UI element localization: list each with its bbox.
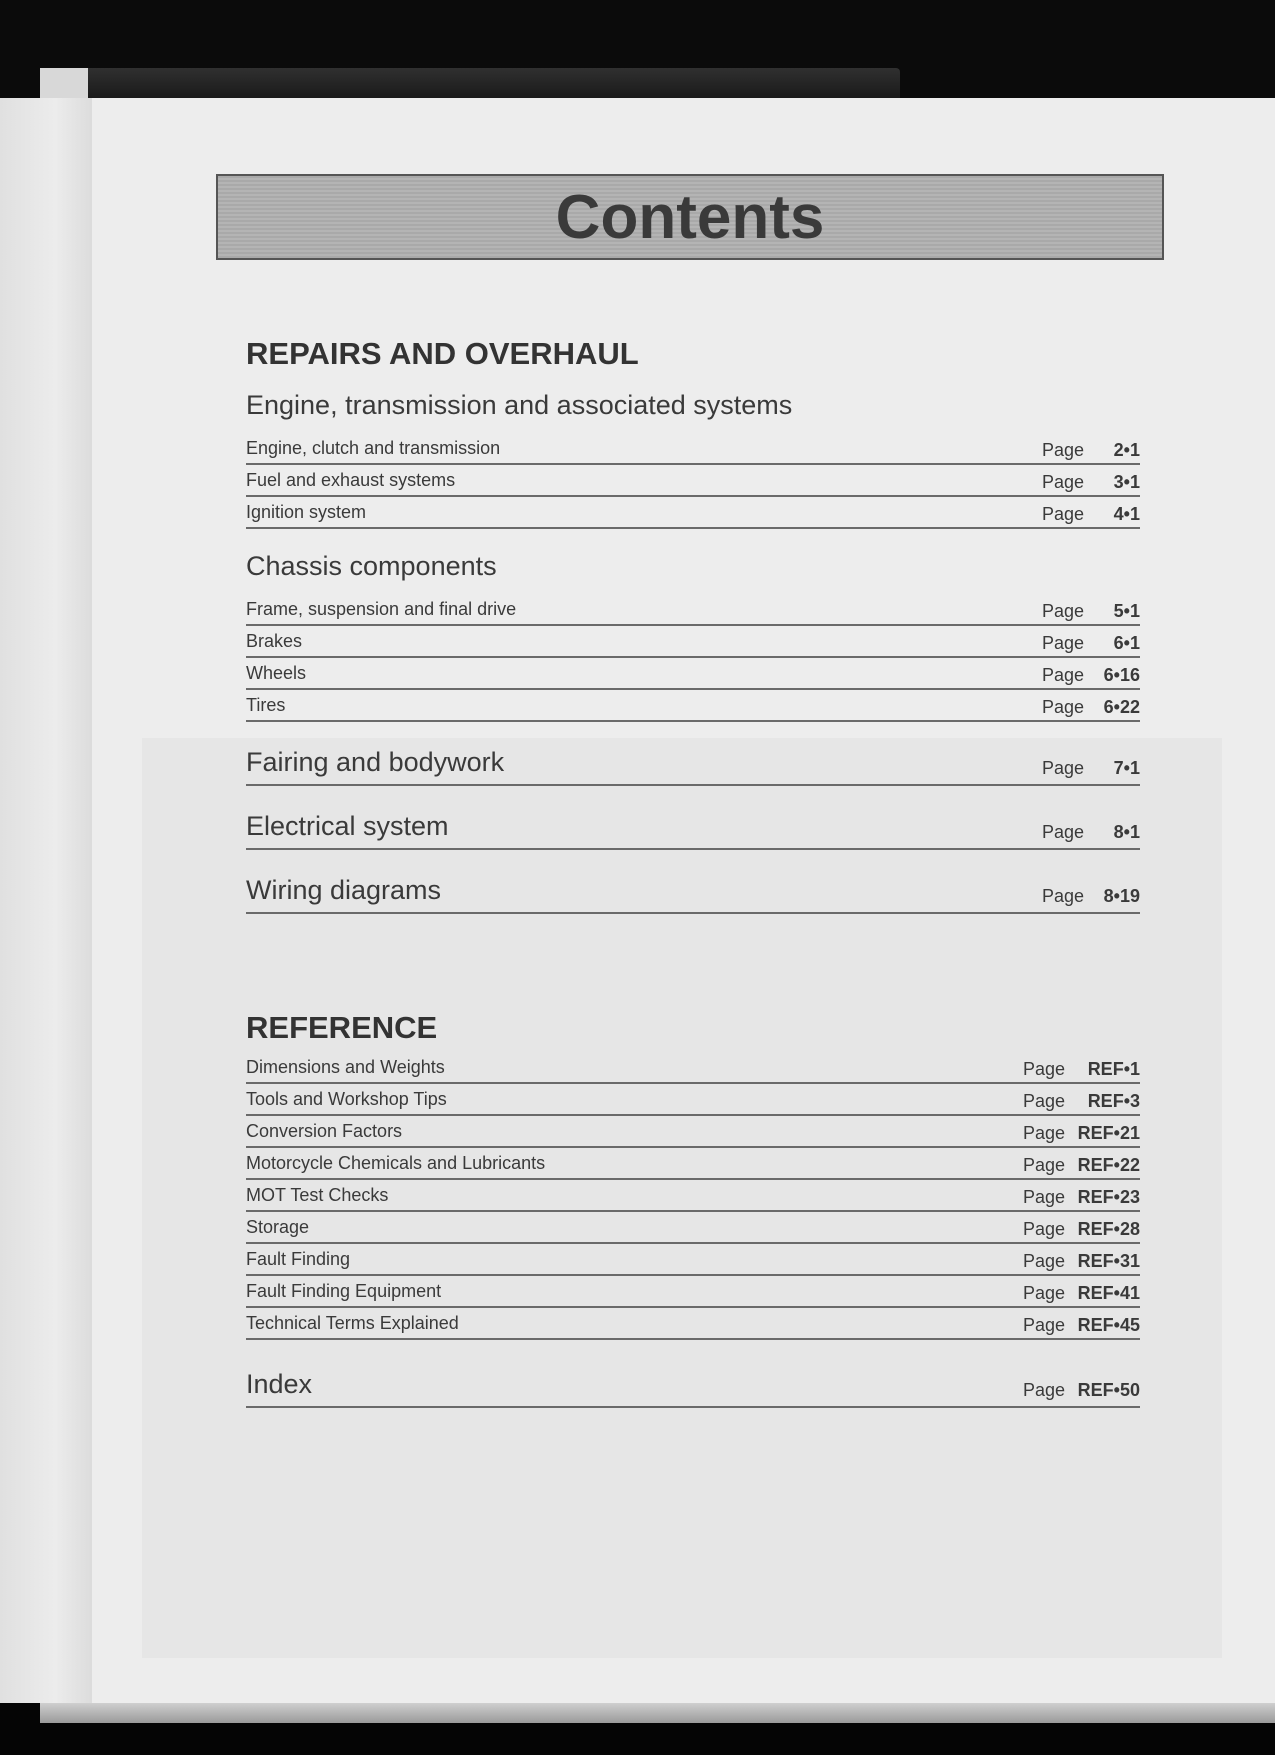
toc-row-page-number: 8•19 — [1103, 886, 1140, 906]
toc-row[interactable] — [246, 1244, 1140, 1276]
contents-banner — [216, 174, 1164, 260]
toc-row-page-number: REF•3 — [1087, 1091, 1140, 1111]
toc-row-page-word: Page — [1041, 504, 1084, 524]
toc-row[interactable] — [246, 1052, 1140, 1084]
toc-major-label: Electrical system — [246, 811, 449, 841]
toc-row-page-number: 6•16 — [1103, 665, 1140, 685]
toc-row-page-number: REF•45 — [1077, 1315, 1140, 1335]
toc-row-page-word: Page — [1022, 1059, 1065, 1079]
book-spine-highlight — [40, 68, 88, 98]
toc-row-label: Dimensions and Weights — [246, 1057, 445, 1077]
toc-row-page-number: REF•23 — [1077, 1187, 1140, 1207]
toc-row-page-word: Page — [1041, 472, 1084, 492]
toc-row-label: Storage — [246, 1217, 310, 1237]
toc-row-label: Frame, suspension and final drive — [246, 599, 517, 619]
toc-row[interactable] — [246, 1148, 1140, 1180]
toc-row-label: Fault Finding — [246, 1249, 351, 1269]
toc-index-label: Index — [246, 1369, 313, 1399]
toc-row-label: Technical Terms Explained — [246, 1313, 459, 1333]
left-page-edge — [0, 98, 92, 1703]
book-spine — [40, 68, 900, 98]
toc-row-page-number: REF•22 — [1077, 1155, 1140, 1175]
toc-row-label: Wheels — [246, 663, 307, 683]
toc-row-page-number: 2•1 — [1113, 440, 1140, 460]
toc-row-page-number: REF•50 — [1077, 1380, 1140, 1400]
toc-row-page-number: 4•1 — [1113, 504, 1140, 524]
toc-row-page-word: Page — [1041, 633, 1084, 653]
toc-row-page-word: Page — [1022, 1091, 1065, 1111]
book-bottom-edge — [0, 1703, 1275, 1755]
toc-row-page-word: Page — [1041, 697, 1084, 717]
toc-row[interactable] — [246, 690, 1140, 722]
toc-row-page-number: REF•28 — [1077, 1219, 1140, 1239]
contents-title: Contents — [555, 182, 825, 252]
toc-major-row[interactable] — [246, 722, 1140, 786]
toc-index-row[interactable] — [246, 1340, 1140, 1408]
toc-row-label: Engine, clutch and transmission — [246, 438, 501, 458]
toc-major-label: Fairing and bodywork — [246, 747, 505, 777]
reference-section — [246, 1010, 1140, 1408]
toc-major-label: Wiring diagrams — [246, 875, 442, 905]
reference-list — [246, 1052, 1140, 1340]
toc-row[interactable] — [246, 1212, 1140, 1244]
chassis-list — [246, 594, 1140, 722]
toc-row[interactable] — [246, 594, 1140, 626]
toc-row-page-number: REF•21 — [1077, 1123, 1140, 1143]
toc-row-page-word: Page — [1022, 1219, 1065, 1239]
toc-row-page-number: REF•41 — [1077, 1283, 1140, 1303]
toc-row-label: Fault Finding Equipment — [246, 1281, 442, 1301]
toc-row-page-number: 5•1 — [1113, 601, 1140, 621]
toc-row-label: Tools and Workshop Tips — [246, 1089, 447, 1109]
toc — [246, 336, 1140, 1408]
toc-row[interactable] — [246, 1084, 1140, 1116]
toc-row-page-number: 6•22 — [1103, 697, 1140, 717]
toc-row[interactable] — [246, 1276, 1140, 1308]
toc-row-page-number: 6•1 — [1113, 633, 1140, 653]
page-bottom-edge — [40, 1703, 1275, 1723]
major-sections — [246, 722, 1140, 914]
toc-row-page-word: Page — [1022, 1315, 1065, 1335]
toc-row[interactable] — [246, 626, 1140, 658]
toc-row[interactable] — [246, 1308, 1140, 1340]
toc-row[interactable] — [246, 465, 1140, 497]
toc-row-page-word: Page — [1041, 665, 1084, 685]
toc-row-page-word: Page — [1022, 1123, 1065, 1143]
book-top-edge — [0, 0, 1275, 98]
toc-row-page-word: Page — [1022, 1187, 1065, 1207]
toc-row-page-number: REF•31 — [1077, 1251, 1140, 1271]
engine-list — [246, 433, 1140, 529]
toc-row-label: Conversion Factors — [246, 1121, 403, 1141]
toc-row-page-word: Page — [1022, 1155, 1065, 1175]
toc-row-page-word: Page — [1022, 1380, 1065, 1400]
toc-row-page-word: Page — [1022, 1283, 1065, 1303]
toc-row-label: Fuel and exhaust systems — [246, 470, 456, 490]
toc-row[interactable] — [246, 497, 1140, 529]
toc-row-page-number: REF•1 — [1087, 1059, 1140, 1079]
toc-row-page-number: 8•1 — [1113, 822, 1140, 842]
toc-row[interactable] — [246, 433, 1140, 465]
toc-row-label: Tires — [246, 695, 286, 715]
toc-row-page-word: Page — [1041, 822, 1084, 842]
toc-row-page-number: 3•1 — [1113, 472, 1140, 492]
toc-row-label: MOT Test Checks — [246, 1185, 389, 1205]
toc-row[interactable] — [246, 1180, 1140, 1212]
toc-row[interactable] — [246, 1116, 1140, 1148]
toc-row-label: Motorcycle Chemicals and Lubricants — [246, 1153, 546, 1173]
toc-major-row[interactable] — [246, 786, 1140, 850]
toc-row-page-word: Page — [1041, 440, 1084, 460]
toc-row-page-word: Page — [1041, 758, 1084, 778]
toc-row-label: Ignition system — [246, 502, 367, 522]
toc-major-row[interactable] — [246, 850, 1140, 914]
toc-row-label: Brakes — [246, 631, 303, 651]
toc-row-page-word: Page — [1041, 601, 1084, 621]
engine-heading: Engine, transmission and associated systems — [246, 390, 793, 420]
toc-row-page-word: Page — [1041, 886, 1084, 906]
toc-row[interactable] — [246, 658, 1140, 690]
toc-row-page-word: Page — [1022, 1251, 1065, 1271]
chassis-heading: Chassis components — [246, 551, 497, 581]
repairs-heading: REPAIRS AND OVERHAUL — [246, 336, 639, 371]
toc-row-page-number: 7•1 — [1113, 758, 1140, 778]
reference-heading: REFERENCE — [246, 1010, 438, 1045]
